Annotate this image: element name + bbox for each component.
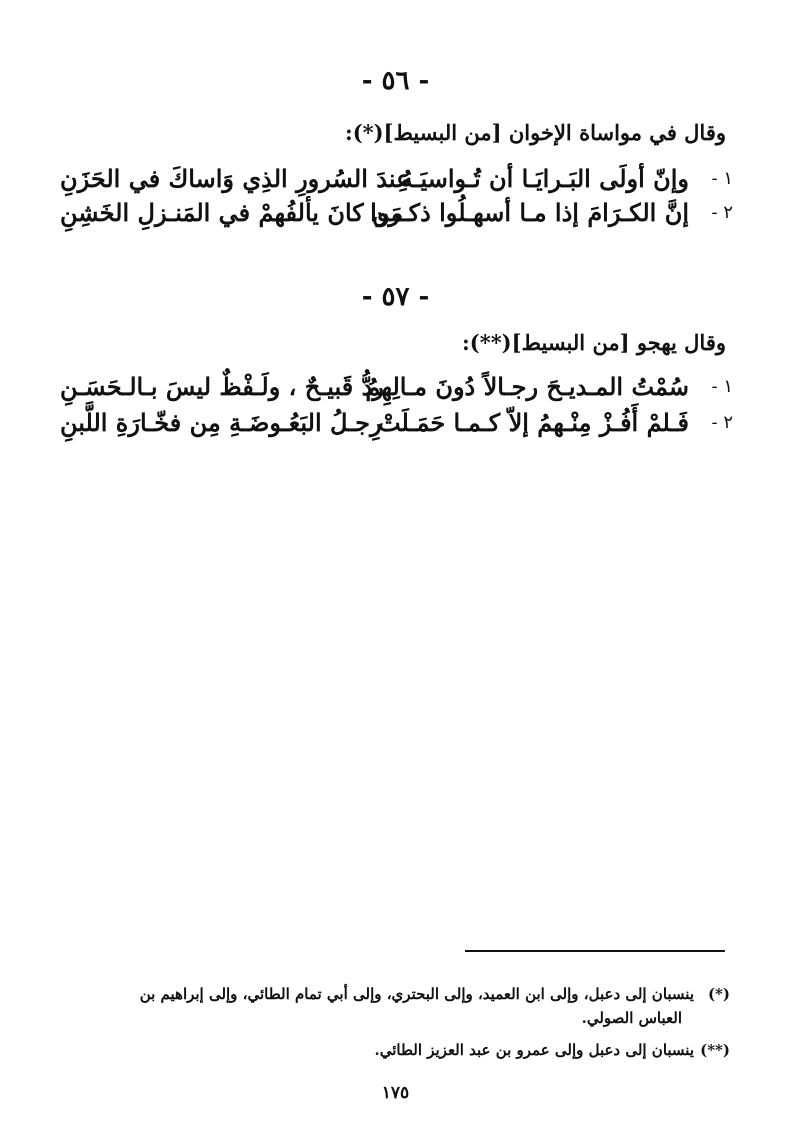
page-number: ١٧٥	[381, 1083, 410, 1103]
verse-number: ١ -	[711, 168, 733, 189]
footnote-mark: (**)	[700, 1041, 730, 1059]
section-intro-57: وقال يهجو [من البسيط](**):	[462, 330, 726, 355]
verse-first-hemistich: إنَّ الكـرَامَ إذا مـا أسهـلُوا ذكـروا	[370, 198, 689, 227]
verse-second-hemistich: رِجـلُ البَعُـوضَـةِ مِن فخّـارَةِ اللَّبنِ	[60, 408, 382, 437]
footnote-divider	[465, 950, 725, 952]
footnote-text-continued: العباس الصولي.	[581, 1009, 682, 1027]
section-number-57: - ٥٧ -	[361, 282, 430, 312]
footnote-2	[62, 1038, 730, 1062]
verse-first-hemistich: فَـلمْ أَفُـزْ مِنْـهمُ إلاّ كـمـا حَمَـلَتْ	[377, 408, 689, 437]
verse-number: ٢ -	[711, 412, 733, 433]
footnote-mark: (*)	[707, 985, 730, 1003]
section-intro-56: وقال في مواساة الإخوان [من البسيط](*):	[344, 120, 726, 145]
verse-second-hemistich: عِندَ السُرورِ الذِي وَاساكَ في الحَزَنِ	[60, 164, 411, 193]
verse-line	[60, 198, 733, 238]
section-number-56: - ٥٦ -	[361, 66, 430, 96]
verse-line	[60, 372, 733, 412]
verse-second-hemistich: مَن كانَ يألفُهمْ في المَنـزلِ الخَشِنِ	[60, 198, 404, 227]
footnote-text: ينسبان إلى دعبل وإلى عمرو بن عبد العزيز الطائي.	[374, 1041, 694, 1059]
footnote-1	[62, 982, 730, 1030]
verse-second-hemistich: ردُّ قَبيـحٌ ، ولَـفْظٌ ليسَ بـالـحَسَـنِ	[60, 372, 384, 401]
verse-number: ٢ -	[711, 202, 733, 223]
verse-first-hemistich: سُمْتُ المـديـحَ رجـالاً دُونَ مـالِهِمُ	[365, 372, 689, 401]
verse-number: ١ -	[711, 376, 733, 397]
verse-first-hemistich: وإنّ أولَى البَـرايَـا أن تُـواسيَـهُ	[400, 164, 689, 193]
footnote-text: ينسبان إلى دعبل، وإلى ابن العميد، وإلى البحتري، وإلى أبي تمام الطائي، وإلى إبراهيم بن	[139, 985, 694, 1003]
verse-line	[60, 408, 733, 448]
